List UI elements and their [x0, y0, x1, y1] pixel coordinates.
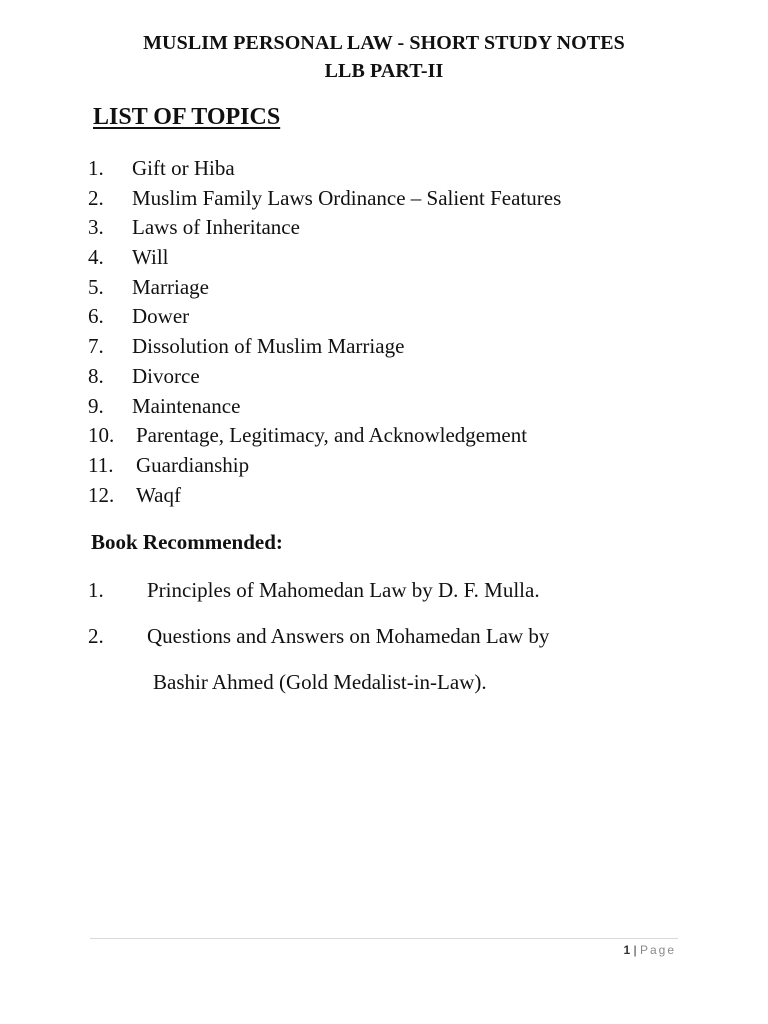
document-subtitle: LLB PART-II: [324, 60, 444, 82]
topic-item-3: [88, 213, 561, 243]
topics-heading: LIST OF TOPICS: [93, 104, 281, 130]
topic-item-2: [88, 184, 561, 214]
topic-number: 6.: [88, 304, 104, 329]
topic-item-10: [88, 421, 561, 451]
topic-item-12: [88, 481, 561, 511]
topic-item-7: [88, 332, 561, 362]
topic-text: Dissolution of Muslim Marriage: [132, 334, 405, 359]
topic-number: 11.: [88, 452, 114, 477]
topic-number: 7.: [88, 334, 104, 359]
topic-number: 2.: [88, 185, 104, 210]
topic-text: Divorce: [132, 363, 200, 388]
footer-divider: [90, 938, 678, 939]
topic-number: 12.: [88, 482, 115, 507]
topic-number: 4.: [88, 245, 104, 270]
book-number: 2.: [88, 624, 104, 648]
topic-number: 9.: [88, 393, 104, 418]
topic-text: Parentage, Legitimacy, and Acknowledgement: [136, 423, 528, 448]
topic-text: Gift or Hiba: [132, 156, 235, 180]
topic-item-8: [88, 362, 561, 392]
topic-text: Waqf: [136, 482, 181, 507]
topic-text: Muslim Family Laws Ordinance – Salient Features: [132, 185, 562, 210]
book-number: 1.: [88, 578, 104, 602]
page-footer: [623, 943, 676, 957]
topic-text: Laws of Inheritance: [132, 215, 300, 240]
page-label: Page: [639, 943, 676, 957]
topic-number: 5.: [88, 274, 104, 299]
topic-item-1: [88, 154, 561, 184]
topic-text: Dower: [132, 304, 190, 329]
topic-number: 1.: [88, 156, 104, 180]
topic-item-11: [88, 451, 561, 481]
document-title: MUSLIM PERSONAL LAW - SHORT STUDY NOTES: [143, 32, 625, 54]
topic-number: 3.: [88, 215, 104, 240]
topic-text: Guardianship: [136, 452, 250, 477]
book-text: Questions and Answers on Mohamedan Law by: [147, 624, 550, 648]
page-number: 1: [623, 943, 631, 957]
book-item-1: [88, 578, 540, 603]
topics-list: [88, 154, 561, 510]
topic-text: Marriage: [132, 274, 209, 299]
footer-separator: |: [633, 943, 637, 957]
book-item-2: [88, 624, 549, 649]
topic-item-4: [88, 243, 561, 273]
book-item-2-continuation: Bashir Ahmed (Gold Medalist-in-Law).: [153, 670, 487, 694]
topic-number: 8.: [88, 363, 104, 388]
topic-item-6: [88, 302, 561, 332]
topic-text: Maintenance: [132, 393, 241, 418]
topic-item-9: [88, 392, 561, 422]
book-text: Principles of Mahomedan Law by D. F. Mulla.: [147, 578, 540, 602]
topic-text: Will: [132, 245, 169, 270]
topic-number: 10.: [88, 423, 115, 448]
books-heading: Book Recommended:: [91, 530, 283, 554]
topic-item-5: [88, 273, 561, 303]
